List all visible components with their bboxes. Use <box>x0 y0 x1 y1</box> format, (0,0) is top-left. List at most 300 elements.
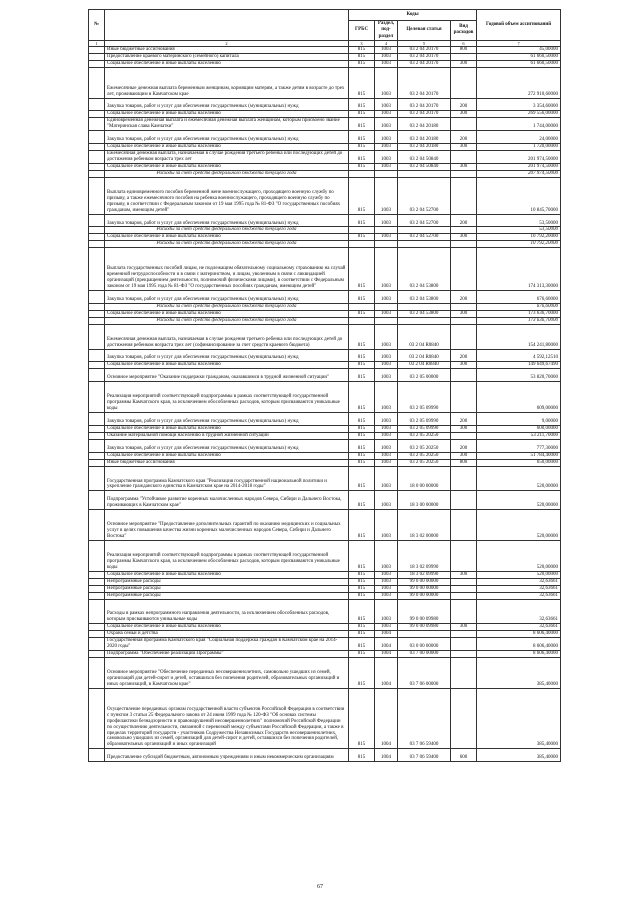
table-row <box>89 151 561 164</box>
cell-target-article: 03 2 04 52700 <box>398 234 451 241</box>
header-grbs: ГРБС <box>349 21 375 41</box>
cell-number <box>89 466 105 491</box>
cell-target-article: 03 0 00 00000 <box>398 638 451 651</box>
cell-grbs: 815 <box>349 67 375 98</box>
cell-razdel: 1003 <box>375 131 398 144</box>
table-row <box>89 413 561 426</box>
table-row <box>89 459 561 466</box>
cell-name: Расходы за счет средств федерального бюджета текущего года <box>105 241 349 248</box>
table-row <box>89 177 561 214</box>
cell-name: Социальное обеспечение и иные выплаты населению <box>105 164 349 171</box>
cell-razdel <box>375 170 398 177</box>
cell-target-article: 03 2 05 09990 <box>398 413 451 426</box>
cell-razdel: 1003 <box>375 439 398 452</box>
cell-target-article: 03 2 04 R0840 <box>398 362 451 369</box>
cell-expense-type: 300 <box>451 452 477 459</box>
cell-target-article: 03 2 04 53800 <box>398 248 451 291</box>
cell-number <box>89 67 105 98</box>
cell-amount: 61 660,50000 <box>477 53 561 60</box>
cell-expense-type: 300 <box>451 362 477 369</box>
cell-amount: 520,00000 <box>477 571 561 578</box>
cell-amount: 8 606,40000 <box>477 631 561 638</box>
cell-number <box>89 599 105 624</box>
cell-razdel: 1003 <box>375 491 398 510</box>
cell-razdel <box>375 241 398 248</box>
cell-expense-type: 200 <box>451 214 477 227</box>
table-body <box>89 46 561 761</box>
cell-grbs: 815 <box>349 111 375 118</box>
table-row <box>89 638 561 651</box>
cell-expense-type: 200 <box>451 131 477 144</box>
cell-grbs: 815 <box>349 248 375 291</box>
cell-expense-type: 300 <box>451 310 477 317</box>
cell-amount: 207 974,50000 <box>477 170 561 177</box>
table-row <box>89 362 561 369</box>
cell-number <box>89 382 105 413</box>
cell-razdel: 1003 <box>375 324 398 349</box>
cell-name: Подпрограмма "Обеспечение реализации Программы" <box>105 651 349 658</box>
cell-amount: 385,40000 <box>477 658 561 689</box>
table-row <box>89 98 561 111</box>
cell-target-article: 03 2 04 R0840 <box>398 324 451 349</box>
cell-target-article: 03 2 04 52700 <box>398 177 451 214</box>
cell-grbs: 815 <box>349 310 375 317</box>
table-note-row <box>89 303 561 310</box>
cell-grbs: 815 <box>349 459 375 466</box>
page-number: 67 <box>317 884 323 890</box>
cell-name: Социальное обеспечение и иные выплаты населению <box>105 144 349 151</box>
budget-document <box>88 9 560 762</box>
cell-amount: 32,63661 <box>477 578 561 585</box>
cell-grbs: 815 <box>349 491 375 510</box>
cell-number <box>89 98 105 111</box>
cell-amount: 10 792,20000 <box>477 234 561 241</box>
cell-expense-type <box>451 466 477 491</box>
table-note-row <box>89 241 561 248</box>
table-row <box>89 382 561 413</box>
table-row <box>89 631 561 638</box>
cell-razdel: 1003 <box>375 177 398 214</box>
cell-target-article: 99 0 00 00000 <box>398 592 451 599</box>
cell-name: Непрограммные расходы <box>105 592 349 599</box>
cell-target-article: 99 0 00 00000 <box>398 578 451 585</box>
cell-expense-type <box>451 53 477 60</box>
cell-expense-type <box>451 317 477 324</box>
cell-grbs: 815 <box>349 658 375 689</box>
cell-name: Расходы в рамках непрограммного направления деятельности, за исключением обособленных расходов, которым присваиваются уникальные коды <box>105 599 349 624</box>
cell-name: Закупка товаров, работ и услуг для обеспечения государственных (муниципальных) нужд <box>105 413 349 426</box>
cell-amount: 53 820,70000 <box>477 369 561 382</box>
cell-expense-type: 300 <box>451 624 477 631</box>
cell-target-article <box>398 317 451 324</box>
cell-target-article: 03 2 04 20170 <box>398 98 451 111</box>
cell-grbs: 815 <box>349 234 375 241</box>
cell-expense-type <box>451 688 477 749</box>
cell-grbs: 815 <box>349 131 375 144</box>
cell-expense-type <box>451 151 477 164</box>
cell-expense-type: 300 <box>451 144 477 151</box>
cell-grbs <box>349 227 375 234</box>
cell-number <box>89 585 105 592</box>
cell-expense-type: 300 <box>451 571 477 578</box>
cell-razdel: 1003 <box>375 432 398 439</box>
cell-razdel: 1004 <box>375 638 398 651</box>
cell-amount: 32,63661 <box>477 599 561 624</box>
cell-amount: 520,00000 <box>477 541 561 572</box>
header-razdel: Раздел, под- раздел <box>375 21 398 41</box>
cell-number <box>89 658 105 689</box>
cell-target-article: 03 2 04 20180 <box>398 118 451 131</box>
cell-number <box>89 234 105 241</box>
cell-name: Социальное обеспечение и иные выплаты населению <box>105 111 349 118</box>
cell-expense-type: 600 <box>451 749 477 762</box>
cell-razdel: 1003 <box>375 248 398 291</box>
cell-grbs: 815 <box>349 369 375 382</box>
cell-name: Расходы за счет средств федерального бюджета текущего года <box>105 303 349 310</box>
cell-number <box>89 177 105 214</box>
cell-grbs: 815 <box>349 624 375 631</box>
table-row <box>89 585 561 592</box>
cell-amount: 8 606,40000 <box>477 651 561 658</box>
cell-grbs: 815 <box>349 413 375 426</box>
cell-grbs: 815 <box>349 60 375 67</box>
cell-amount: 154 241,80000 <box>477 324 561 349</box>
cell-grbs: 815 <box>349 425 375 432</box>
cell-name: Закупка товаров, работ и услуг для обеспечения государственных (муниципальных) нужд <box>105 214 349 227</box>
cell-number <box>89 170 105 177</box>
cell-amount: 520,00000 <box>477 466 561 491</box>
cell-razdel: 1003 <box>375 578 398 585</box>
cell-grbs: 815 <box>349 432 375 439</box>
cell-grbs: 815 <box>349 578 375 585</box>
cell-amount: 24,00000 <box>477 131 561 144</box>
cell-razdel: 1003 <box>375 369 398 382</box>
cell-number <box>89 369 105 382</box>
cell-razdel: 1003 <box>375 151 398 164</box>
table-row <box>89 310 561 317</box>
cell-number <box>89 60 105 67</box>
cell-amount: 8 606,40000 <box>477 638 561 651</box>
cell-number <box>89 651 105 658</box>
cell-name: Социальное обеспечение и иные выплаты населению <box>105 624 349 631</box>
cell-razdel: 1003 <box>375 585 398 592</box>
table-row <box>89 118 561 131</box>
cell-number <box>89 571 105 578</box>
cell-grbs: 815 <box>349 452 375 459</box>
cell-number <box>89 46 105 53</box>
cell-amount: 1 720,00000 <box>477 144 561 151</box>
cell-razdel: 1003 <box>375 164 398 171</box>
cell-target-article: 03 2 05 20250 <box>398 432 451 439</box>
cell-grbs: 815 <box>349 144 375 151</box>
cell-name: Социальное обеспечение и иные выплаты населению <box>105 452 349 459</box>
cell-razdel: 1003 <box>375 60 398 67</box>
cell-grbs <box>349 317 375 324</box>
cell-target-article: 03 2 04 53800 <box>398 310 451 317</box>
cell-razdel: 1003 <box>375 592 398 599</box>
table-note-row <box>89 317 561 324</box>
cell-target-article: 03 2 05 20250 <box>398 459 451 466</box>
cell-number <box>89 362 105 369</box>
cell-amount: 201 974,50000 <box>477 164 561 171</box>
cell-number <box>89 638 105 651</box>
cell-number <box>89 290 105 303</box>
cell-expense-type <box>451 432 477 439</box>
cell-amount: 4 592,12510 <box>477 349 561 362</box>
cell-grbs: 815 <box>349 599 375 624</box>
cell-name: Охрана семьи и детства <box>105 631 349 638</box>
cell-name: Выплата государственных пособий лицам, не подлежащим обязательному социальному страхованию на случай временной нетрудоспособности и в связи с материнством, и лицам, уволенным в связи с ликвидацией организаций (прекращением деятельности, полномочий физическими лицами), в соответствии с Федеральным законом от 19 мая 1995 года № 81-ФЗ "О государственных пособиях гражданам, имеющим детей" <box>105 248 349 291</box>
cell-target-article: 03 2 04 53800 <box>398 290 451 303</box>
cell-number <box>89 303 105 310</box>
cell-grbs: 815 <box>349 439 375 452</box>
cell-razdel: 1003 <box>375 362 398 369</box>
cell-number <box>89 510 105 541</box>
cell-target-article: 03 2 05 09990 <box>398 425 451 432</box>
cell-expense-type: 300 <box>451 111 477 118</box>
cell-name: Ежемесячная денежная выплата, назначаемая в случае рождения третьего ребенка или последующих детей до достижения ребенком возраста трех лет (софинансирование за счет средств краевого бюджета) <box>105 324 349 349</box>
cell-amount: 269 556,00000 <box>477 111 561 118</box>
cell-expense-type <box>451 67 477 98</box>
cell-razdel: 1003 <box>375 310 398 317</box>
table-row <box>89 599 561 624</box>
cell-razdel: 1003 <box>375 425 398 432</box>
cell-number <box>89 248 105 291</box>
cell-razdel: 1003 <box>375 53 398 60</box>
cell-target-article: 03 7 06 59400 <box>398 688 451 749</box>
cell-target-article: 03 2 04 20170 <box>398 111 451 118</box>
cell-expense-type <box>451 651 477 658</box>
cell-grbs: 815 <box>349 324 375 349</box>
cell-expense-type <box>451 170 477 177</box>
cell-number <box>89 241 105 248</box>
cell-amount: 10 792,20000 <box>477 241 561 248</box>
cell-number <box>89 227 105 234</box>
cell-target-article: 18 3 02 09990 <box>398 571 451 578</box>
table-row <box>89 432 561 439</box>
table-row <box>89 510 561 541</box>
cell-amount: 676,60000 <box>477 290 561 303</box>
cell-grbs: 815 <box>349 53 375 60</box>
cell-expense-type <box>451 303 477 310</box>
cell-expense-type: 300 <box>451 425 477 432</box>
cell-amount: 385,40000 <box>477 688 561 749</box>
cell-number <box>89 459 105 466</box>
cell-target-article: 18 0 00 00000 <box>398 466 451 491</box>
cell-amount: 520,00000 <box>477 510 561 541</box>
column-number: 4 <box>375 40 398 46</box>
cell-grbs: 815 <box>349 177 375 214</box>
cell-target-article <box>398 303 451 310</box>
cell-razdel: 1003 <box>375 118 398 131</box>
cell-grbs: 815 <box>349 571 375 578</box>
cell-expense-type <box>451 599 477 624</box>
table-row <box>89 624 561 631</box>
cell-target-article: 03 2 04 20180 <box>398 131 451 144</box>
cell-name: Социальное обеспечение и иные выплаты населению <box>105 425 349 432</box>
cell-amount: 173 636,70000 <box>477 310 561 317</box>
cell-amount: 53,50000 <box>477 214 561 227</box>
cell-number <box>89 578 105 585</box>
table-row <box>89 290 561 303</box>
cell-grbs: 815 <box>349 592 375 599</box>
column-number: 3 <box>349 40 375 46</box>
cell-razdel: 1003 <box>375 624 398 631</box>
table-row <box>89 131 561 144</box>
header-annual-amount: Годовой объем ассигнований <box>477 10 561 41</box>
cell-number <box>89 592 105 599</box>
table-row <box>89 164 561 171</box>
cell-razdel: 1003 <box>375 452 398 459</box>
cell-expense-type <box>451 177 477 214</box>
cell-number <box>89 541 105 572</box>
cell-name: Ежемесячные денежная выплата беременным женщинам, кормящим матерям, а также детям в возрасте до трех лет, проживающим в Камчатском крае <box>105 67 349 98</box>
cell-razdel: 1004 <box>375 688 398 749</box>
cell-expense-type: 200 <box>451 349 477 362</box>
cell-name: Социальное обеспечение и иные выплаты населению <box>105 362 349 369</box>
cell-razdel: 1003 <box>375 144 398 151</box>
cell-number <box>89 310 105 317</box>
cell-grbs: 815 <box>349 362 375 369</box>
table-row <box>89 46 561 53</box>
cell-grbs: 815 <box>349 585 375 592</box>
cell-grbs: 815 <box>349 541 375 572</box>
cell-amount: 201 974,50000 <box>477 151 561 164</box>
cell-number <box>89 118 105 131</box>
cell-expense-type <box>451 382 477 413</box>
cell-number <box>89 164 105 171</box>
header-codes: Коды <box>349 10 477 21</box>
table-row <box>89 67 561 98</box>
cell-name: Государственная программа Камчатского края "Реализация государственной национальной политики и укрепление гражданского единства в Камчатском крае на 2014-2018 годы" <box>105 466 349 491</box>
cell-grbs: 815 <box>349 749 375 762</box>
cell-name: Закупка товаров, работ и услуг для обеспечения государственных (муниципальных) нужд <box>105 290 349 303</box>
cell-number <box>89 425 105 432</box>
cell-name: Единовременная денежная выплата и ежемесячная денежная выплата женщинам, которым присвоено звание "Материнская слава Камчатки" <box>105 118 349 131</box>
cell-name: Реализация мероприятий соответствующей подпрограммы в рамках соответствующей государственной программы Камчатского края, за исключением обособленных расходов, которым присваиваются уникальные коды <box>105 541 349 572</box>
table-row <box>89 658 561 689</box>
cell-amount: 600,00000 <box>477 425 561 432</box>
cell-amount: 51 784,40000 <box>477 452 561 459</box>
cell-name: Иные бюджетные ассигнования <box>105 459 349 466</box>
cell-number <box>89 432 105 439</box>
cell-target-article <box>398 227 451 234</box>
cell-razdel: 1003 <box>375 67 398 98</box>
cell-number <box>89 111 105 118</box>
cell-razdel: 1003 <box>375 382 398 413</box>
table-row <box>89 439 561 452</box>
cell-amount: 272 910,60000 <box>477 67 561 98</box>
cell-expense-type <box>451 631 477 638</box>
cell-razdel: 1003 <box>375 466 398 491</box>
cell-razdel: 1003 <box>375 349 398 362</box>
header-name <box>105 10 349 41</box>
cell-name: Закупка товаров, работ и услуг для обеспечения государственных (муниципальных) нужд <box>105 131 349 144</box>
cell-target-article: 99 0 00 09980 <box>398 624 451 631</box>
cell-razdel: 1003 <box>375 46 398 53</box>
cell-amount: 3 354,60000 <box>477 98 561 111</box>
cell-name: Непрограммные расходы <box>105 578 349 585</box>
cell-razdel: 1003 <box>375 111 398 118</box>
header-target-article: Целевая статья <box>398 21 451 41</box>
cell-name: Социальное обеспечение и иные выплаты населению <box>105 571 349 578</box>
cell-number <box>89 631 105 638</box>
cell-number <box>89 688 105 749</box>
cell-number <box>89 413 105 426</box>
table-row <box>89 324 561 349</box>
cell-grbs <box>349 170 375 177</box>
cell-target-article: 99 0 00 00000 <box>398 585 451 592</box>
cell-amount: 149 649,67490 <box>477 362 561 369</box>
cell-amount: 385,40000 <box>477 749 561 762</box>
cell-expense-type: 300 <box>451 164 477 171</box>
cell-name: Закупка товаров, работ и услуг для обеспечения государственных (муниципальных) нужд <box>105 349 349 362</box>
cell-name: Выплата единовременного пособия беременной жене военнослужащего, проходящего военную службу по призыву, а также ежемесячного пособия на ребенка военнослужащего, проходящего военную службу по призыву, в соответствии с Федеральным законом от 19 мая 1995 года № 81-ФЗ "О государственных пособиях гражданам, имеющим детей" <box>105 177 349 214</box>
cell-amount: 174 313,30000 <box>477 248 561 291</box>
cell-name: Социальное обеспечение и иные выплаты населению <box>105 60 349 67</box>
cell-target-article: 03 2 04 50840 <box>398 164 451 171</box>
column-number: 7 <box>477 40 561 46</box>
cell-target-article: 03 2 05 20250 <box>398 452 451 459</box>
cell-expense-type <box>451 324 477 349</box>
cell-target-article: 03 2 04 20170 <box>398 53 451 60</box>
cell-number <box>89 439 105 452</box>
table-row <box>89 144 561 151</box>
cell-number <box>89 144 105 151</box>
cell-expense-type <box>451 241 477 248</box>
cell-razdel: 1004 <box>375 631 398 638</box>
cell-name: Расходы за счет средств федерального бюджета текущего года <box>105 227 349 234</box>
cell-grbs: 815 <box>349 349 375 362</box>
cell-number <box>89 214 105 227</box>
cell-amount: 609,00000 <box>477 382 561 413</box>
table-note-row <box>89 170 561 177</box>
cell-razdel: 1004 <box>375 651 398 658</box>
cell-target-article: 03 2 05 20250 <box>398 439 451 452</box>
cell-grbs: 815 <box>349 98 375 111</box>
cell-expense-type <box>451 592 477 599</box>
cell-amount: 1 744,00000 <box>477 118 561 131</box>
cell-grbs: 815 <box>349 164 375 171</box>
cell-grbs <box>349 303 375 310</box>
cell-name: Предоставление краевого материнского (семейного) капитала <box>105 53 349 60</box>
cell-razdel <box>375 317 398 324</box>
table-row <box>89 541 561 572</box>
table-row <box>89 425 561 432</box>
cell-number <box>89 151 105 164</box>
cell-name: Расходы за счет средств федерального бюджета текущего года <box>105 170 349 177</box>
cell-razdel: 1003 <box>375 234 398 241</box>
cell-amount: 32,63661 <box>477 585 561 592</box>
cell-amount: 32,63661 <box>477 592 561 599</box>
cell-amount: 53,50000 <box>477 227 561 234</box>
cell-razdel <box>375 227 398 234</box>
cell-amount: 53 211,70000 <box>477 432 561 439</box>
cell-expense-type <box>451 118 477 131</box>
table-row <box>89 452 561 459</box>
cell-name: Государственная программа Камчатского края "Социальная поддержка граждан в Камчатском крае на 2014-2020 годы" <box>105 638 349 651</box>
cell-razdel <box>375 303 398 310</box>
cell-target-article: 03 2 05 09990 <box>398 382 451 413</box>
header-number: № <box>89 10 105 41</box>
cell-expense-type: 200 <box>451 413 477 426</box>
cell-name: Ежемесячная денежная выплата, назначаемая в случае рождения третьего ребенка или последующих детей до достижения ребенком возраста трех лет <box>105 151 349 164</box>
cell-grbs: 815 <box>349 638 375 651</box>
budget-table <box>88 9 561 762</box>
cell-target-article: 03 2 04 20170 <box>398 46 451 53</box>
cell-target-article <box>398 241 451 248</box>
table-row <box>89 571 561 578</box>
